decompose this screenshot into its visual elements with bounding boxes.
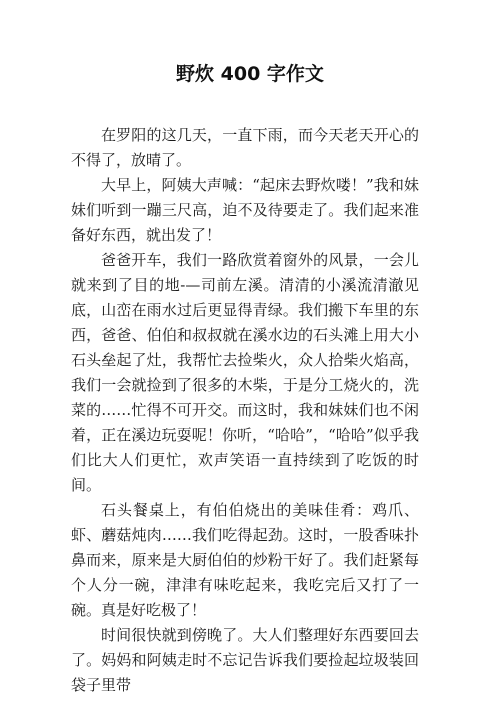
paragraph: 石头餐桌上，有伯伯烧出的美味佳肴：鸡爪、虾、蘑菇炖肉……我们吃得起劲。这时，一股香味扑鼻而来，原来是大厨伯伯的炒粉干好了。我们赶紧每个人分一碗，津津有味吃起来，我吃完后又打了一碗。真是好吃极了！ <box>71 501 419 619</box>
paragraph: 爸爸开车，我们一路欣赏着窗外的风景，一会儿就来到了目的地-—司前左溪。清清的小溪流清澈见底，山峦在雨水过后更显得青绿。我们搬下车里的东西，爸爸、伯伯和叔叔就在溪水边的石头滩上用大小石头垒起了灶，我帮忙去捡柴火，众人拾柴火焰高，我们一会就捡到了很多的木柴，于是分工烧火的，洗菜的……忙得不可开交。而这时，我和妹妹们也不闲着，正在溪边玩耍呢！你听，“哈哈”，“哈哈”似乎我们比大人们更忙，欢声笑语一直持续到了吃饭的时间。 <box>71 251 419 494</box>
paragraph: 大早上，阿姨大声喊：“起床去野炊喽！”我和妹妹们听到一蹦三尺高，迫不及待要走了。我们起来准备好东西，就出发了！ <box>71 176 419 244</box>
paragraph: 在罗阳的这几天，一直下雨，而今天老天开心的不得了，放晴了。 <box>71 126 419 169</box>
document-body <box>71 123 419 698</box>
paragraph: 时间很快就到傍晚了。大人们整理好东西要回去了。妈妈和阿姨走时不忘记告诉我们要捡起垃圾装回袋子里带 <box>71 626 419 694</box>
document-title: 野炊 400 字作文 <box>176 63 324 85</box>
